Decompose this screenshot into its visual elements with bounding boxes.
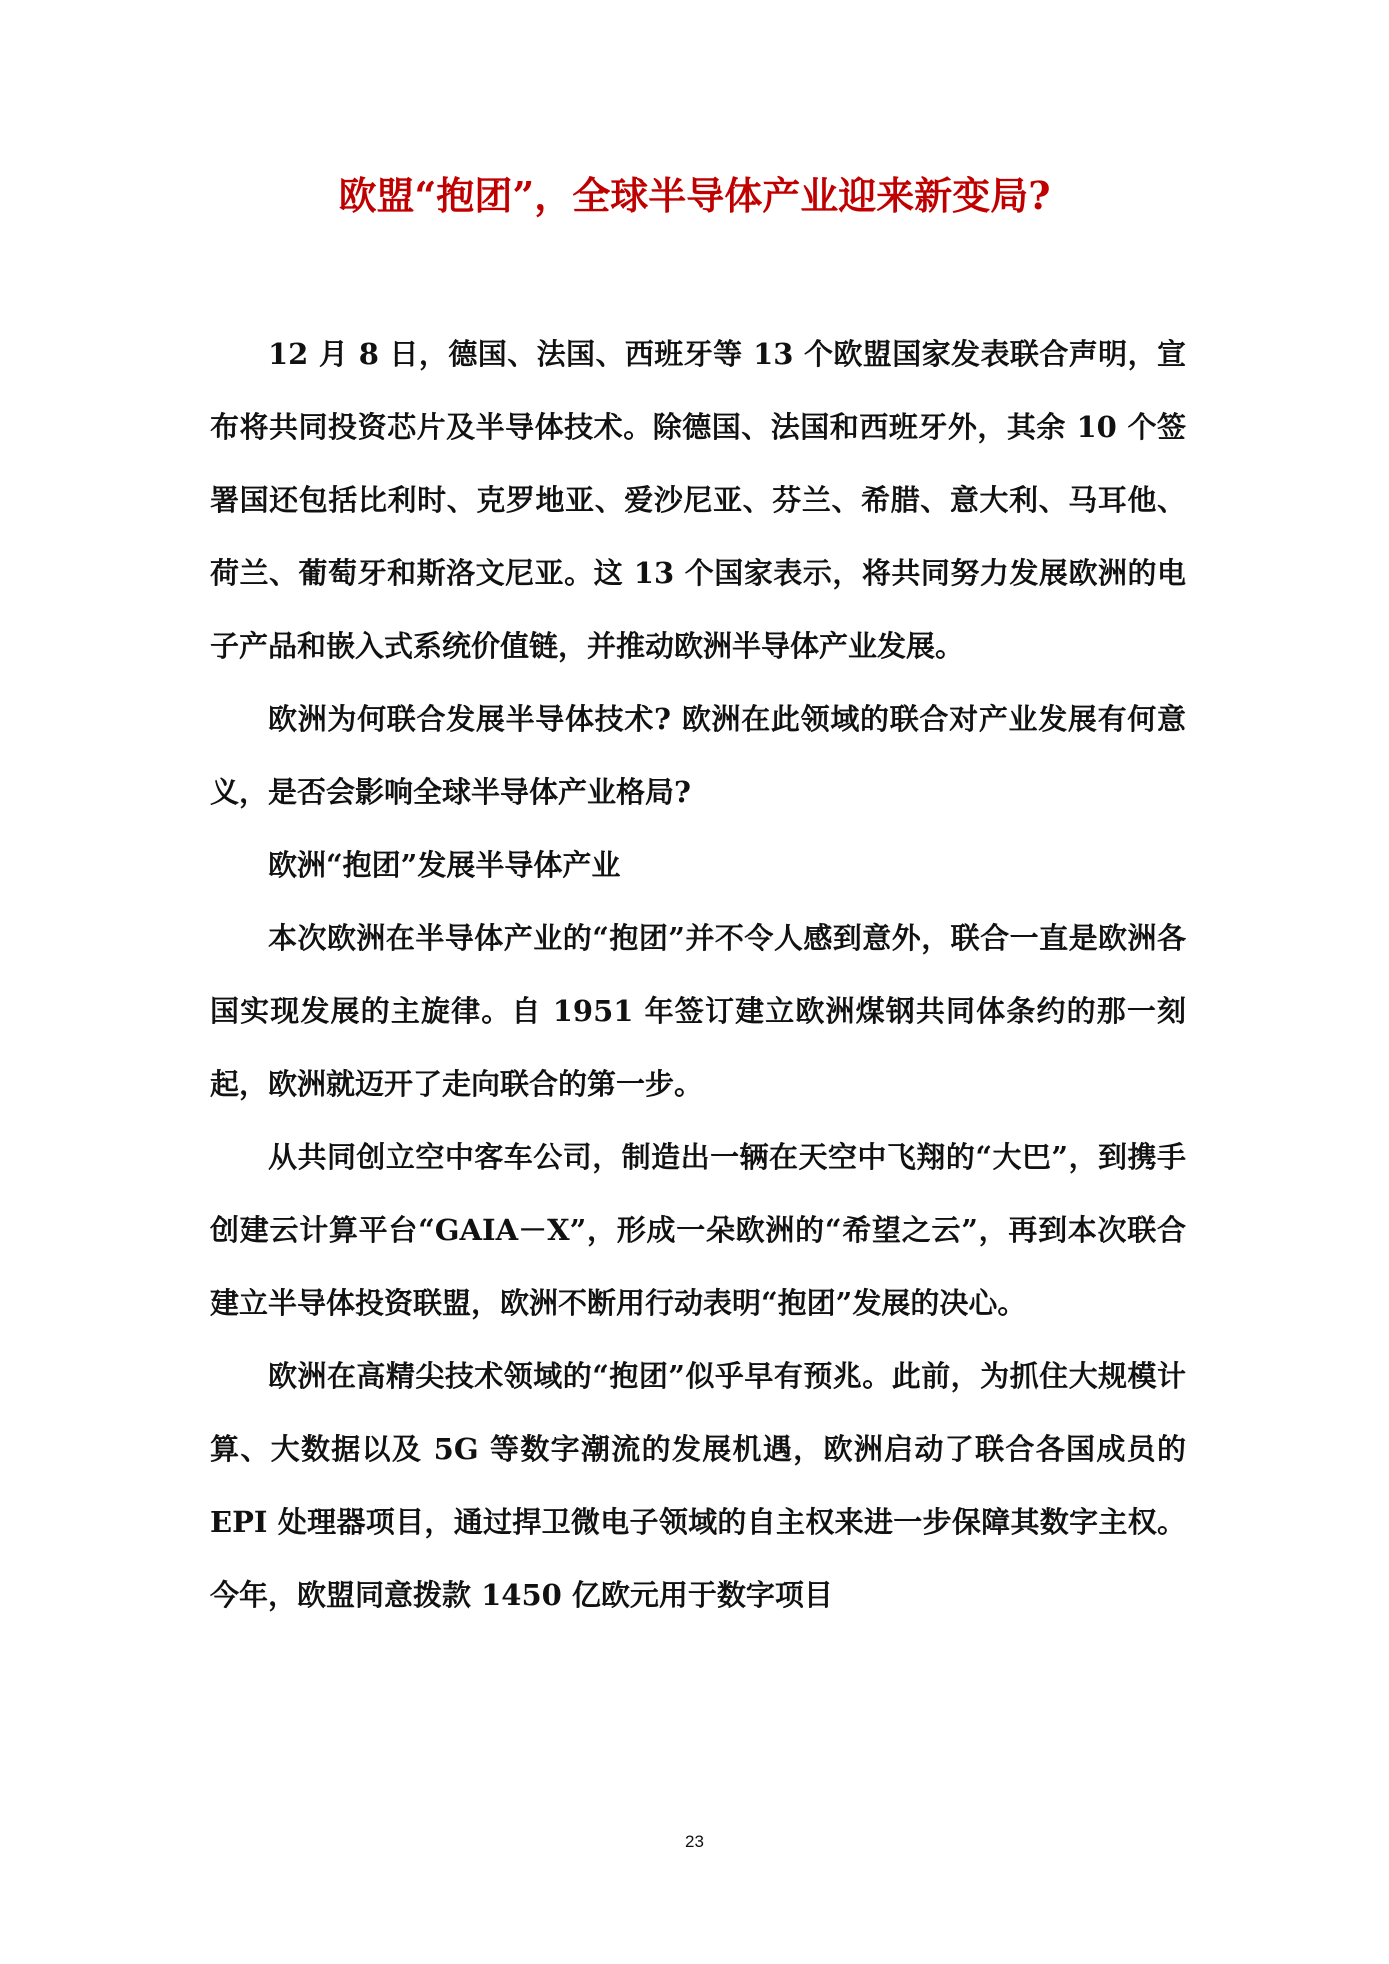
paragraph: 从共同创立空中客车公司，制造出一辆在天空中飞翔的“大巴”，到携手创建云计算平台“GAIA－X”，形成一朵欧洲的“希望之云”，再到本次联合建立半导体投资联盟，欧洲不断用行动表明“抱团”发展的决心。 <box>210 1140 1186 1320</box>
paragraph: 欧洲在高精尖技术领域的“抱团”似乎早有预兆。此前，为抓住大规模计算、大数据以及 5G 等数字潮流的发展机遇，欧洲启动了联合各国成员的 EPI 处理器项目，通过捍卫微电子领域的自主权来进一步保障其数字主权。今年，欧盟同意拨款 1450 亿欧元用于数字项目 <box>210 1359 1186 1612</box>
paragraph: 12 月 8 日，德国、法国、西班牙等 13 个欧盟国家发表联合声明，宣布将共同投资芯片及半导体技术。除德国、法国和西班牙外，其余 10 个签署国还包括比利时、克罗地亚、爱沙尼亚、芬兰、希腊、意大利、马耳他、荷兰、葡萄牙和斯洛文尼亚。这 13 个国家表示，将共同努力发展欧洲的电子产品和嵌入式系统价值链，并推动欧洲半导体产业发展。 <box>210 337 1186 663</box>
section-heading: 欧洲“抱团”发展半导体产业 <box>268 848 621 882</box>
page-title: 欧盟“抱团”，全球半导体产业迎来新变局? <box>338 173 1051 218</box>
article-body <box>210 318 1186 1632</box>
paragraph: 本次欧洲在半导体产业的“抱团”并不令人感到意外，联合一直是欧洲各国实现发展的主旋律。自 1951 年签订建立欧洲煤钢共同体条约的那一刻起，欧洲就迈开了走向联合的第一步。 <box>210 921 1186 1101</box>
page-number: 23 <box>685 1832 704 1851</box>
paragraph: 欧洲为何联合发展半导体技术? 欧洲在此领域的联合对产业发展有何意义，是否会影响全球半导体产业格局? <box>210 702 1186 809</box>
